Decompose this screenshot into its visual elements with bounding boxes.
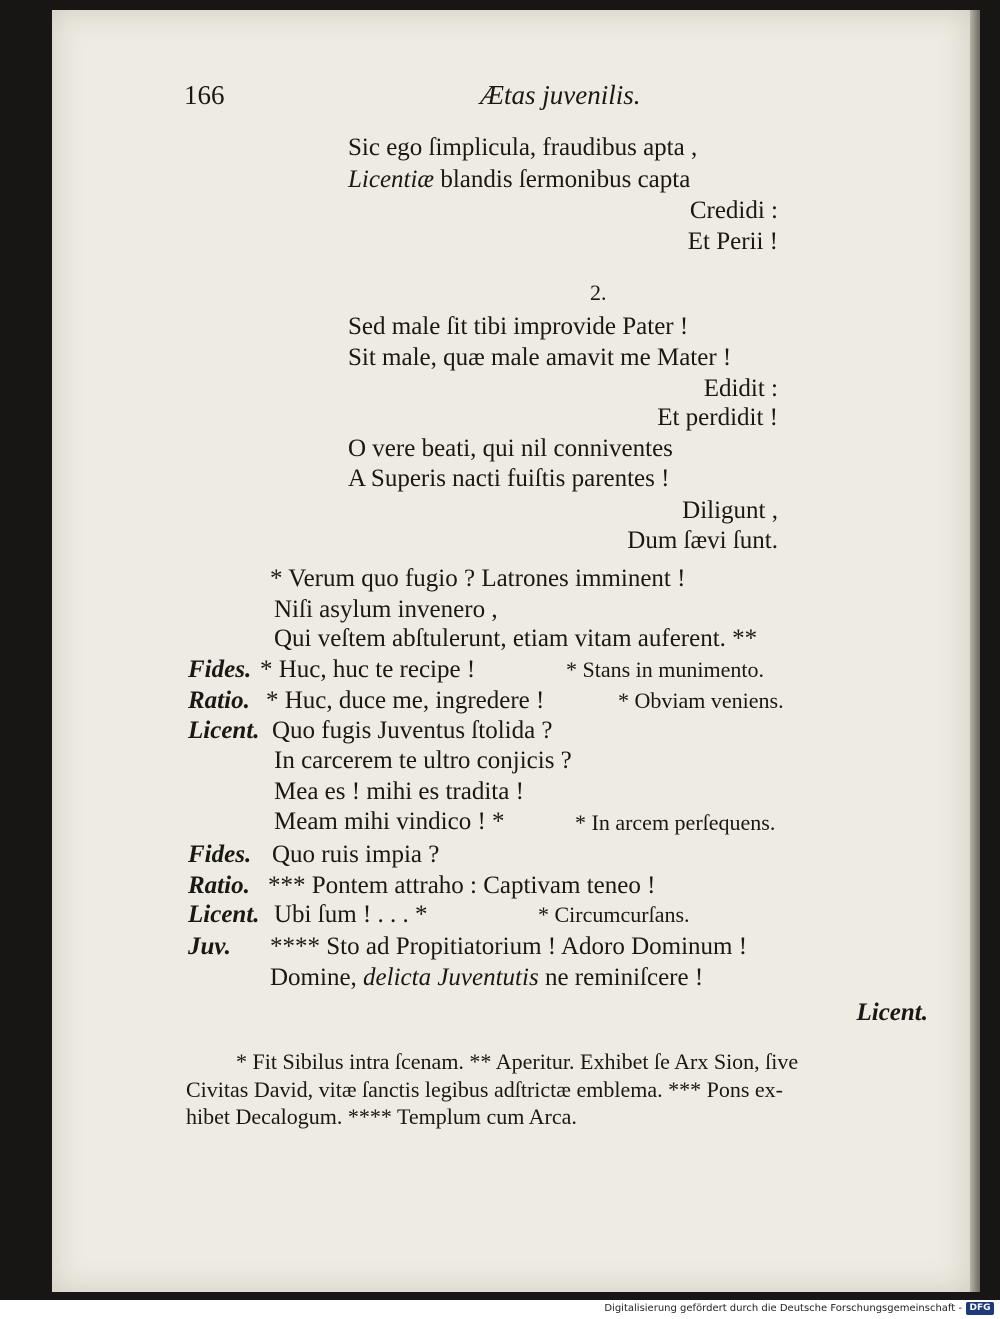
stanza1-line4: Et Perii ! xyxy=(687,228,778,255)
dialogue-last-line xyxy=(270,965,703,990)
dialogue-line-1: * Verum quo fugio ? Latrones imminent ! xyxy=(270,565,686,592)
last-line-after: ne reminiſcere ! xyxy=(544,964,704,991)
speaker-juv: Juv. xyxy=(188,933,231,960)
dialogue-line-3: Qui veſtem abſtulerunt, etiam vitam auferent. ** xyxy=(274,625,758,652)
last-line-italic: delicta Juventutis xyxy=(363,964,539,991)
speaker-fides: Fides. xyxy=(188,656,252,683)
dialogue-line-2: Niſi asylum invenero , xyxy=(274,596,498,623)
page-edge xyxy=(970,10,980,1292)
dfg-logo: DFG xyxy=(966,1302,994,1315)
dialogue-line-10: Quo ruis impia ? xyxy=(272,841,440,868)
stanza2-line4: Et perdidit ! xyxy=(657,404,778,431)
stanza2-line8: Dum ſævi ſunt. xyxy=(627,527,778,554)
footnote-line-2: Civitas David, vitæ ſanctis legibus adſtrictæ emblema. *** Pons ex- xyxy=(186,1077,783,1102)
stanza2-number: 2. xyxy=(590,280,607,305)
speaker-licent: Licent. xyxy=(188,717,260,744)
stage-note-4: * Circumcurſans. xyxy=(538,902,690,927)
stanza1-line1: Sic ego ſimplicula, fraudibus apta , xyxy=(348,134,698,161)
running-title: Ætas juvenilis. xyxy=(480,80,641,110)
dialogue-line-4: * Huc, huc te recipe ! xyxy=(260,656,476,683)
stanza2-line5: O vere beati, qui nil conniventes xyxy=(348,435,673,462)
dialogue-line-8: Mea es ! mihi es tradita ! xyxy=(274,778,524,805)
stage-note-3: * In arcem perſequens. xyxy=(575,810,776,835)
dialogue-line-5: * Huc, duce me, ingredere ! xyxy=(266,687,545,714)
stage-note-1: * Stans in munimento. xyxy=(566,657,764,682)
speaker-licent-2: Licent. xyxy=(188,901,260,928)
speaker-ratio: Ratio. xyxy=(188,687,250,714)
stage-note-2: * Obviam veniens. xyxy=(618,688,784,713)
stanza2-line6: A Superis nacti fuiſtis parentes ! xyxy=(348,465,670,492)
stanza2-line1: Sed male ſit tibi improvide Pater ! xyxy=(348,313,689,340)
stanza1-line2-italic: Licentiæ xyxy=(348,166,435,193)
footnote-line-3: hibet Decalogum. **** Templum cum Arca. xyxy=(186,1104,577,1129)
dialogue-line-13: **** Sto ad Propitiatorium ! Adoro Dominum ! xyxy=(270,933,748,960)
stanza1-line3: Credidi : xyxy=(689,197,778,224)
page-number: 166 xyxy=(184,80,225,110)
stanza2-line7: Diligunt , xyxy=(682,497,778,524)
stanza2-line2: Sit male, quæ male amavit me Mater ! xyxy=(348,344,732,371)
credit-text: Digitalisierung gefördert durch die Deutsche Forschungsgemeinschaft - xyxy=(604,1303,962,1314)
dialogue-line-6: Quo fugis Juventus ſtolida ? xyxy=(272,717,553,744)
speaker-fides-2: Fides. xyxy=(188,841,252,868)
stanza1-line2-rest: blandis ſermonibus capta xyxy=(440,166,691,193)
dialogue-line-9: Meam mihi vindico ! * xyxy=(274,808,505,835)
footnote-line-1: * Fit Sibilus intra ſcenam. ** Aperitur. Exhibet ſe Arx Sion, ſive xyxy=(236,1049,799,1074)
dialogue-line-7: In carcerem te ultro conjicis ? xyxy=(274,747,572,774)
dialogue-line-12: Ubi ſum ! . . . * xyxy=(274,901,428,928)
catchword: Licent. xyxy=(856,999,928,1026)
speaker-ratio-2: Ratio. xyxy=(188,872,250,899)
last-line-before: Domine, xyxy=(270,964,357,991)
stanza1-line2 xyxy=(348,167,690,192)
dialogue-line-11: *** Pontem attraho : Captivam teneo ! xyxy=(268,872,656,899)
stanza2-line3: Edidit : xyxy=(703,375,778,402)
